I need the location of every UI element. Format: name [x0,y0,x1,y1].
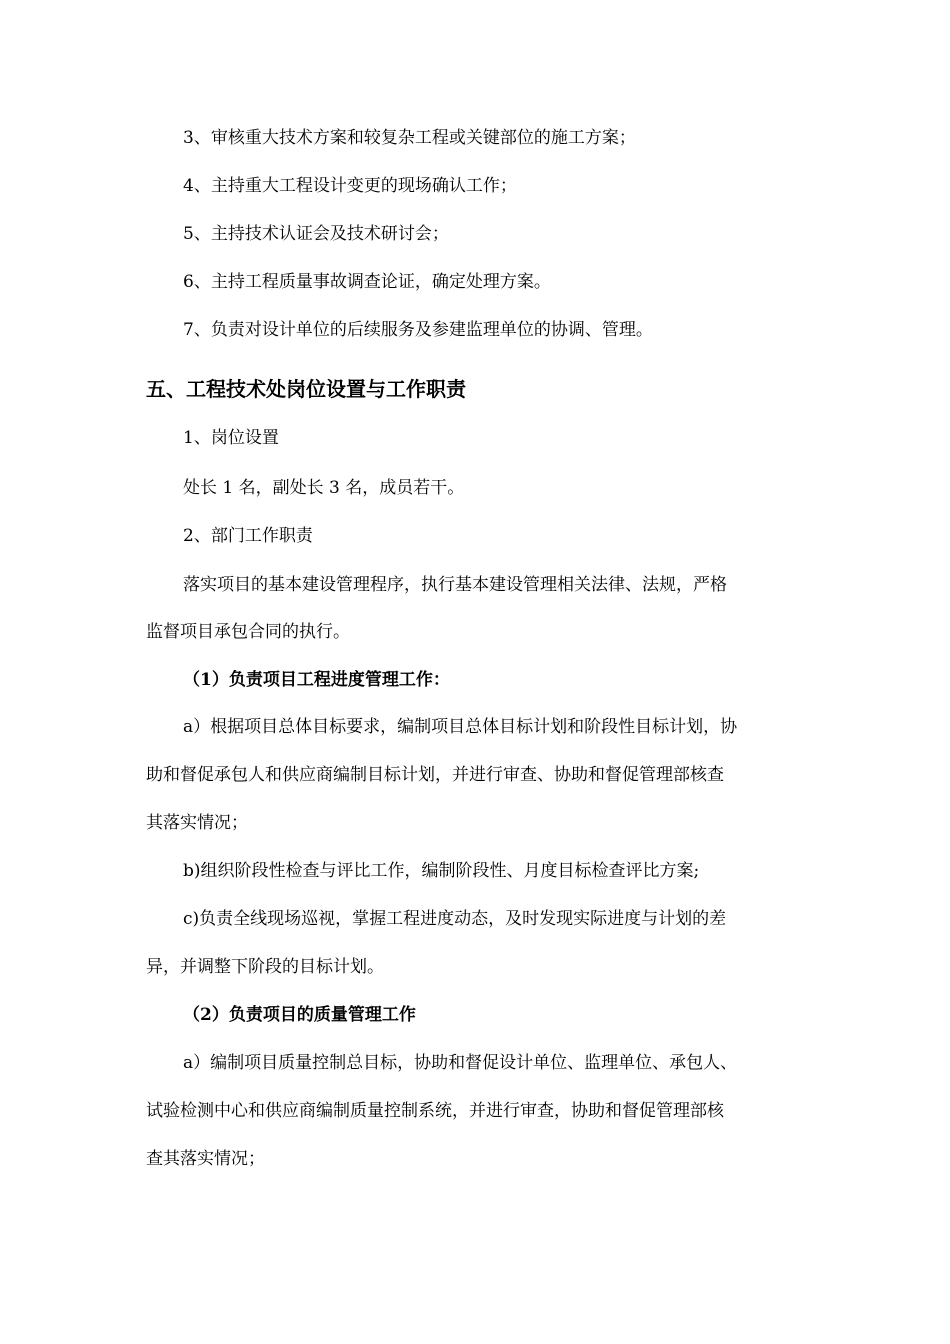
progress-c-line2: 异，并调整下阶段的目标计划。 [146,957,384,977]
progress-a-line2: 助和督促承包人和供应商编制目标计划，并进行审查、协助和督促管理部核查 [146,765,724,785]
progress-c-line1: c)负责全线现场巡视，掌握工程进度动态，及时发现实际进度与计划的差 [183,909,727,929]
progress-b-line1: b)组织阶段性检查与评比工作，编制阶段性、月度目标检查评比方案; [183,861,700,881]
progress-a-line3: 其落实情况； [146,813,248,833]
list-item-4: 4、主持重大工程设计变更的现场确认工作； [183,176,517,196]
list-item-7: 7、负责对设计单位的后续服务及参建监理单位的协调、管理。 [183,320,653,340]
dept-duties-intro-line2: 监督项目承包合同的执行。 [146,622,350,642]
quality-mgmt-title: （2）负责项目的质量管理工作 [183,1005,416,1025]
quality-a-line2: 试验检测中心和供应商编制质量控制系统，并进行审查，协助和督促管理部核 [146,1101,724,1121]
position-setup-label: 1、岗位设置 [183,428,279,448]
quality-a-line3: 查其落实情况； [146,1149,265,1169]
list-item-3: 3、审核重大技术方案和较复杂工程或关键部位的施工方案； [183,128,636,148]
list-item-6: 6、主持工程质量事故调查论证，确定处理方案。 [183,272,551,292]
progress-mgmt-title: （1）负责项目工程进度管理工作： [183,670,450,690]
quality-a-line1: a）编制项目质量控制总目标，协助和督促设计单位、监理单位、承包人、 [183,1053,738,1073]
dept-duties-intro-line1: 落实项目的基本建设管理程序，执行基本建设管理相关法律、法规，严格 [183,575,727,595]
progress-a-line1: a）根据项目总体目标要求，编制项目总体目标计划和阶段性目标计划，协 [183,717,738,737]
section-heading: 五、工程技术处岗位设置与工作职责 [146,377,466,401]
list-item-5: 5、主持技术认证会及技术研讨会； [183,224,449,244]
dept-duties-label: 2、部门工作职责 [183,526,313,546]
position-setup-text: 处长 1 名，副处长 3 名，成员若干。 [183,478,465,498]
